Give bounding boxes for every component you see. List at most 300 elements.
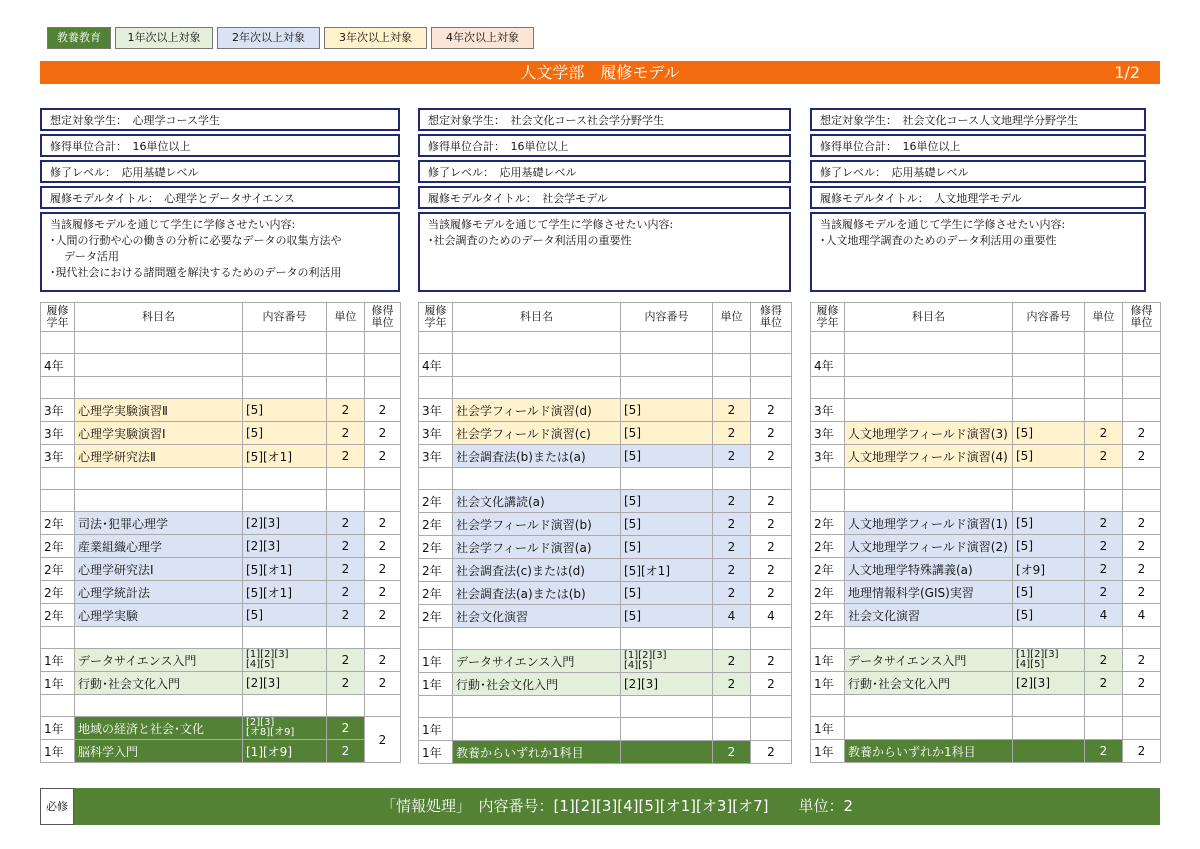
subject-name: 社会調査法(a)または(b) — [453, 582, 621, 605]
model-title: 履修モデルタイトル： 心理学とデータサイエンス — [40, 186, 400, 209]
subject-name: 行動･社会文化入門 — [453, 673, 621, 696]
earned-value: 2 — [1123, 740, 1161, 763]
content-number — [243, 332, 327, 354]
content-number: [5] — [621, 490, 713, 513]
subject-name: データサイエンス入門 — [453, 650, 621, 673]
year-cell: 3年 — [41, 422, 75, 445]
table-row — [41, 490, 401, 512]
subject-name: 教養からいずれか1科目 — [845, 740, 1013, 763]
page-number: 1/2 — [1114, 63, 1140, 82]
footer-required-bar — [40, 788, 1160, 825]
credit-total: 修得単位合計： 16単位以上 — [810, 134, 1146, 157]
earned-value — [751, 354, 792, 377]
header-earned: 修得 単位 — [1123, 303, 1161, 332]
earned-value: 2 — [365, 672, 401, 695]
year-cell: 1年 — [811, 672, 845, 695]
content-number: [5] — [1013, 535, 1085, 558]
learning-content — [418, 212, 791, 292]
year-cell — [41, 332, 75, 354]
table-header-row — [811, 303, 1161, 332]
unit-value: 2 — [327, 445, 365, 468]
earned-value — [365, 490, 401, 512]
unit-value: 2 — [327, 581, 365, 604]
year-cell: 3年 — [419, 422, 453, 445]
table-row — [419, 354, 792, 377]
year-cell: 1年 — [811, 717, 845, 740]
subject-name: 心理学研究法Ⅱ — [75, 445, 243, 468]
table-row — [41, 512, 401, 535]
unit-value — [713, 377, 751, 399]
year-cell: 2年 — [41, 604, 75, 627]
unit-value — [713, 696, 751, 718]
table-row — [419, 513, 792, 536]
table-row — [41, 422, 401, 445]
subject-name — [75, 490, 243, 512]
header-content: 内容番号 — [1013, 303, 1085, 332]
year-cell: 1年 — [41, 717, 75, 740]
content-number — [621, 332, 713, 354]
earned-value: 2 — [751, 490, 792, 513]
table-row — [811, 581, 1161, 604]
learning-content-head: 当該履修モデルを通じて学生に学修させたい内容: — [428, 218, 674, 231]
earned-value — [365, 468, 401, 490]
content-number — [243, 490, 327, 512]
table-row — [41, 717, 401, 740]
subject-name: 産業組織心理学 — [75, 535, 243, 558]
legend-year1: 1年次以上対象 — [115, 27, 213, 49]
unit-value: 2 — [1085, 672, 1123, 695]
unit-value: 2 — [327, 399, 365, 422]
content-number: [1][2][3] [4][5] — [621, 650, 713, 673]
legend-liberal-arts: 教養教育 — [47, 27, 111, 49]
year-cell — [811, 490, 845, 512]
unit-value: 2 — [1085, 422, 1123, 445]
earned-value: 2 — [365, 512, 401, 535]
content-number: [5] — [621, 422, 713, 445]
unit-value: 4 — [713, 605, 751, 628]
table-row — [419, 422, 792, 445]
legend-year2: 2年次以上対象 — [217, 27, 320, 49]
earned-value — [1123, 490, 1161, 512]
subject-name: データサイエンス入門 — [845, 649, 1013, 672]
year-cell — [811, 377, 845, 399]
earned-value — [1123, 627, 1161, 649]
earned-value: 2 — [1123, 672, 1161, 695]
target-student: 想定対象学生： 心理学コース学生 — [40, 108, 400, 131]
content-number: [5][オ1] — [243, 558, 327, 581]
unit-value: 2 — [713, 399, 751, 422]
unit-value: 2 — [327, 512, 365, 535]
header-earned: 修得 単位 — [751, 303, 792, 332]
year-cell: 1年 — [419, 741, 453, 764]
earned-value — [1123, 717, 1161, 740]
year-cell — [419, 468, 453, 490]
year-cell — [419, 377, 453, 399]
unit-value — [713, 628, 751, 650]
subject-name: 人文地理学フィールド演習(2) — [845, 535, 1013, 558]
earned-value — [751, 468, 792, 490]
unit-value — [713, 332, 751, 354]
subject-name — [75, 695, 243, 717]
earned-value: 2 — [365, 649, 401, 672]
header-subject: 科目名 — [845, 303, 1013, 332]
earned-value: 2 — [365, 422, 401, 445]
year-cell — [41, 490, 75, 512]
subject-name: 社会文化演習 — [453, 605, 621, 628]
content-number — [621, 628, 713, 650]
content-number — [621, 718, 713, 741]
content-number: [5][オ1] — [243, 445, 327, 468]
earned-value — [1123, 332, 1161, 354]
header-subject: 科目名 — [75, 303, 243, 332]
unit-value — [1085, 717, 1123, 740]
content-number: [5] — [621, 582, 713, 605]
table-row — [811, 468, 1161, 490]
model-info-2 — [810, 108, 1146, 292]
earned-value: 2 — [751, 559, 792, 582]
unit-value: 2 — [713, 445, 751, 468]
model-info-1 — [418, 108, 791, 292]
earned-value: 2 — [751, 741, 792, 764]
unit-value — [327, 695, 365, 717]
learning-content-line: データ活用 — [64, 250, 119, 263]
earned-value: 2 — [1123, 649, 1161, 672]
subject-name — [845, 627, 1013, 649]
table-row — [811, 740, 1161, 763]
earned-value — [365, 377, 401, 399]
content-number: [5] — [243, 604, 327, 627]
unit-value — [327, 468, 365, 490]
table-row — [419, 559, 792, 582]
unit-value: 2 — [327, 717, 365, 740]
unit-value: 2 — [327, 740, 365, 763]
year-cell — [419, 628, 453, 650]
content-number: [2][3] — [621, 673, 713, 696]
content-number — [1013, 490, 1085, 512]
year-cell: 2年 — [419, 582, 453, 605]
year-cell: 2年 — [419, 513, 453, 536]
content-number: [2][3] [オ8][オ9] — [243, 717, 327, 740]
subject-name: 人文地理学フィールド演習(1) — [845, 512, 1013, 535]
year-cell: 2年 — [419, 605, 453, 628]
year-cell: 1年 — [811, 649, 845, 672]
table-row — [419, 332, 792, 354]
subject-name: 社会文化講読(a) — [453, 490, 621, 513]
legend-year4: 4年次以上対象 — [431, 27, 534, 49]
unit-value — [713, 354, 751, 377]
year-cell: 1年 — [41, 672, 75, 695]
header-year: 履修 学年 — [811, 303, 845, 332]
table-row — [811, 604, 1161, 627]
earned-value — [751, 696, 792, 718]
subject-name: 人文地理学特殊講義(a) — [845, 558, 1013, 581]
earned-value — [1123, 695, 1161, 717]
content-number: [5] — [621, 605, 713, 628]
unit-value: 2 — [713, 741, 751, 764]
content-number — [1013, 332, 1085, 354]
credit-total: 修得単位合計： 16単位以上 — [418, 134, 791, 157]
subject-name — [845, 332, 1013, 354]
unit-value — [1085, 695, 1123, 717]
header-unit: 単位 — [713, 303, 751, 332]
earned-value: 2 — [751, 422, 792, 445]
learning-content — [40, 212, 400, 292]
content-number: [5] — [1013, 581, 1085, 604]
year-cell — [811, 468, 845, 490]
completion-level: 修了レベル： 応用基礎レベル — [40, 160, 400, 183]
unit-value: 2 — [713, 582, 751, 605]
year-cell: 3年 — [811, 422, 845, 445]
table-row — [811, 422, 1161, 445]
content-number: [5] — [1013, 445, 1085, 468]
target-student: 想定対象学生： 社会文化コース社会学分野学生 — [418, 108, 791, 131]
unit-value: 2 — [327, 604, 365, 627]
earned-value: 2 — [365, 581, 401, 604]
required-label: 必修 — [40, 788, 74, 825]
credit-total: 修得単位合計： 16単位以上 — [40, 134, 400, 157]
unit-value — [327, 490, 365, 512]
table-row — [419, 582, 792, 605]
earned-value: 2 — [1123, 422, 1161, 445]
year-cell — [811, 627, 845, 649]
unit-value: 2 — [713, 490, 751, 513]
subject-name — [453, 354, 621, 377]
table-row — [419, 718, 792, 741]
subject-name — [453, 718, 621, 741]
table-row — [811, 717, 1161, 740]
earned-value: 4 — [1123, 604, 1161, 627]
subject-name — [75, 377, 243, 399]
unit-value — [1085, 627, 1123, 649]
table-row — [419, 650, 792, 673]
table-row — [419, 445, 792, 468]
model-title: 履修モデルタイトル： 社会学モデル — [418, 186, 791, 209]
header-content: 内容番号 — [243, 303, 327, 332]
page-title: 人文学部 履修モデル — [520, 63, 680, 82]
content-number: [2][3] — [1013, 672, 1085, 695]
table-row — [419, 490, 792, 513]
table-row — [41, 740, 401, 763]
table-row — [41, 354, 401, 377]
year-cell: 1年 — [419, 650, 453, 673]
unit-value — [1085, 332, 1123, 354]
earned-value — [365, 627, 401, 649]
year-cell — [41, 468, 75, 490]
year-cell: 2年 — [811, 581, 845, 604]
legend-year3: 3年次以上対象 — [324, 27, 427, 49]
year-cell: 2年 — [41, 512, 75, 535]
earned-value — [365, 332, 401, 354]
earned-value: 2 — [365, 399, 401, 422]
year-cell: 3年 — [419, 399, 453, 422]
content-number: [2][3] — [243, 672, 327, 695]
header-year: 履修 学年 — [419, 303, 453, 332]
earned-value: 2 — [1123, 558, 1161, 581]
content-number: [2][3] — [243, 535, 327, 558]
content-number: [5] — [621, 513, 713, 536]
header-subject: 科目名 — [453, 303, 621, 332]
unit-value: 2 — [327, 649, 365, 672]
unit-value: 2 — [1085, 512, 1123, 535]
table-row — [811, 377, 1161, 399]
content-number — [621, 468, 713, 490]
year-cell: 3年 — [41, 399, 75, 422]
subject-name — [453, 332, 621, 354]
year-cell — [41, 695, 75, 717]
table-row — [41, 468, 401, 490]
content-number — [243, 695, 327, 717]
content-number: [オ9] — [1013, 558, 1085, 581]
table-row — [811, 354, 1161, 377]
content-number: [5] — [621, 445, 713, 468]
earned-value: 2 — [751, 445, 792, 468]
earned-value — [751, 332, 792, 354]
content-number — [1013, 354, 1085, 377]
table-row — [419, 628, 792, 650]
learning-content-head: 当該履修モデルを通じて学生に学修させたい内容: — [820, 218, 1066, 231]
earned-value — [365, 695, 401, 717]
legend — [47, 27, 534, 49]
content-number: [5] — [1013, 604, 1085, 627]
model-info-0 — [40, 108, 400, 292]
table-row — [419, 696, 792, 718]
table-row — [419, 741, 792, 764]
content-number: [5] — [1013, 512, 1085, 535]
table-row — [811, 649, 1161, 672]
content-number — [243, 468, 327, 490]
year-cell: 2年 — [811, 512, 845, 535]
unit-value — [713, 718, 751, 741]
table-header-row — [41, 303, 401, 332]
unit-value — [327, 332, 365, 354]
table-row — [419, 399, 792, 422]
earned-value — [1123, 399, 1161, 422]
unit-value: 2 — [327, 535, 365, 558]
header-earned: 修得 単位 — [365, 303, 401, 332]
content-number — [243, 377, 327, 399]
completion-level: 修了レベル： 応用基礎レベル — [418, 160, 791, 183]
subject-name — [453, 696, 621, 718]
year-cell: 3年 — [811, 399, 845, 422]
table-row — [419, 468, 792, 490]
unit-value — [327, 354, 365, 377]
subject-name: 心理学実験演習Ⅱ — [75, 399, 243, 422]
subject-name — [453, 468, 621, 490]
earned-value: 2 — [751, 513, 792, 536]
content-number: [5][オ1] — [621, 559, 713, 582]
year-cell — [811, 332, 845, 354]
year-cell: 4年 — [419, 354, 453, 377]
content-number: [5] — [243, 399, 327, 422]
subject-name: 心理学実験演習Ⅰ — [75, 422, 243, 445]
content-number — [1013, 627, 1085, 649]
table-row — [41, 399, 401, 422]
table-row — [41, 332, 401, 354]
learning-content-line: ･人文地理学調査のためのデータ利活用の重要性 — [820, 234, 1057, 247]
course-table-1 — [418, 302, 792, 764]
earned-value: 2 — [1123, 535, 1161, 558]
unit-value: 2 — [327, 672, 365, 695]
year-cell: 2年 — [419, 559, 453, 582]
table-row — [811, 627, 1161, 649]
year-cell — [419, 332, 453, 354]
subject-name — [845, 490, 1013, 512]
header-year: 履修 学年 — [41, 303, 75, 332]
title-bar — [40, 61, 1160, 84]
subject-name — [453, 377, 621, 399]
year-cell: 2年 — [419, 536, 453, 559]
table-row — [41, 672, 401, 695]
year-cell: 2年 — [41, 535, 75, 558]
table-row — [811, 490, 1161, 512]
unit-value — [1085, 377, 1123, 399]
content-number — [621, 377, 713, 399]
unit-value: 2 — [1085, 535, 1123, 558]
unit-value: 2 — [713, 559, 751, 582]
year-cell: 2年 — [811, 558, 845, 581]
year-cell: 1年 — [419, 673, 453, 696]
year-cell: 2年 — [41, 558, 75, 581]
unit-value: 2 — [1085, 649, 1123, 672]
subject-name: 心理学研究法Ⅰ — [75, 558, 243, 581]
subject-name: 心理学実験 — [75, 604, 243, 627]
earned-value: 2 — [751, 582, 792, 605]
content-number: [5] — [621, 536, 713, 559]
table-row — [41, 377, 401, 399]
content-number — [621, 741, 713, 764]
content-number — [1013, 468, 1085, 490]
table-row — [41, 695, 401, 717]
subject-name — [845, 377, 1013, 399]
table-row — [811, 535, 1161, 558]
course-table-0 — [40, 302, 401, 763]
subject-name: 地域の経済と社会･文化 — [75, 717, 243, 740]
header-unit: 単位 — [1085, 303, 1123, 332]
year-cell — [419, 696, 453, 718]
earned-value — [365, 354, 401, 377]
content-number — [1013, 399, 1085, 422]
subject-name — [845, 717, 1013, 740]
unit-value: 2 — [713, 513, 751, 536]
earned-value — [1123, 354, 1161, 377]
subject-name — [845, 695, 1013, 717]
unit-value: 4 — [1085, 604, 1123, 627]
subject-name: 人文地理学フィールド演習(3) — [845, 422, 1013, 445]
table-row — [41, 649, 401, 672]
unit-value: 2 — [1085, 445, 1123, 468]
year-cell: 1年 — [811, 740, 845, 763]
content-number: [1][2][3] [4][5] — [243, 649, 327, 672]
subject-name: 社会学フィールド演習(a) — [453, 536, 621, 559]
unit-value — [1085, 354, 1123, 377]
subject-name: 社会文化演習 — [845, 604, 1013, 627]
subject-name — [845, 468, 1013, 490]
subject-name: 行動･社会文化入門 — [845, 672, 1013, 695]
table-row — [419, 673, 792, 696]
unit-value: 2 — [713, 536, 751, 559]
content-number — [1013, 717, 1085, 740]
table-row — [419, 605, 792, 628]
unit-value: 2 — [713, 650, 751, 673]
target-student: 想定対象学生： 社会文化コース人文地理学分野学生 — [810, 108, 1146, 131]
table-row — [811, 399, 1161, 422]
subject-name: 社会学フィールド演習(b) — [453, 513, 621, 536]
subject-name: 人文地理学フィールド演習(4) — [845, 445, 1013, 468]
earned-value: 2 — [751, 650, 792, 673]
content-number: [5] — [621, 399, 713, 422]
table-row — [811, 558, 1161, 581]
year-cell: 3年 — [811, 445, 845, 468]
